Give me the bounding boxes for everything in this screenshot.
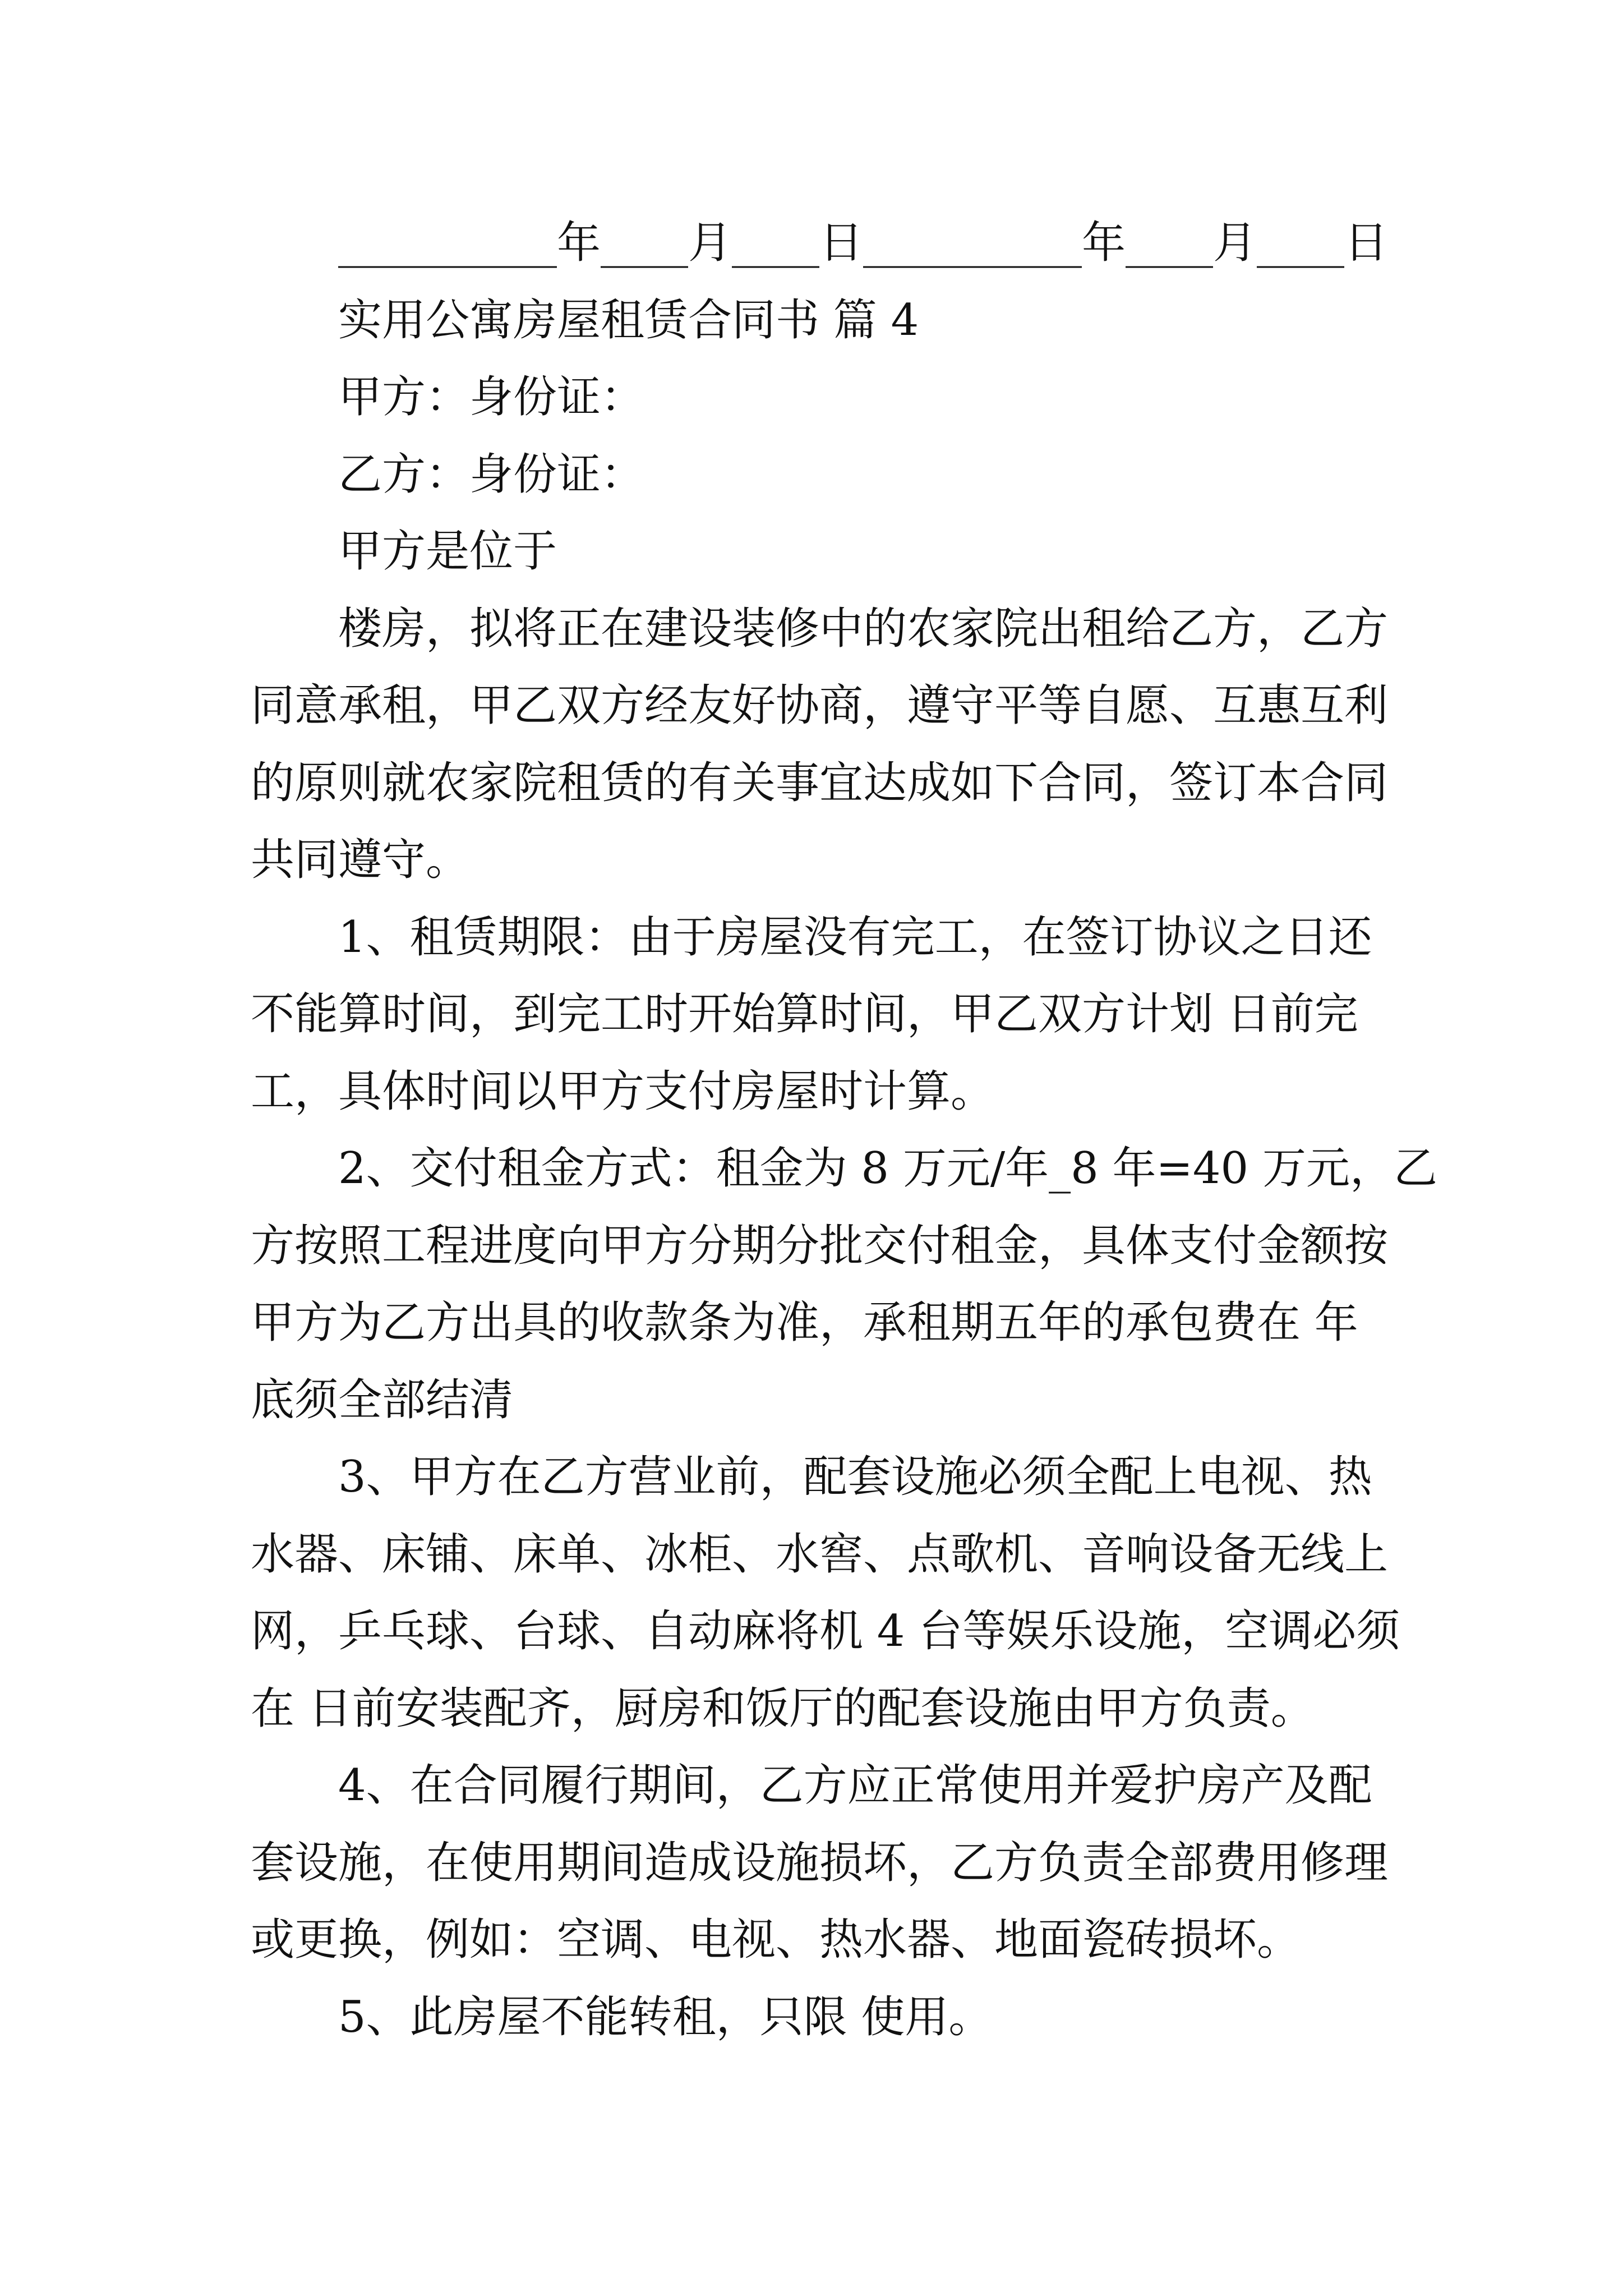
- clause-line: 1、租赁期限：由于房屋没有完工，在签订协议之日还: [338, 912, 1372, 963]
- contract-title: 实用公寓房屋租赁合同书 篇 4: [338, 295, 919, 346]
- clause-2-rent-payment: [251, 1130, 1484, 1439]
- clause-3-facilities: [251, 1439, 1484, 1747]
- document-page: [251, 205, 1484, 2056]
- clause-line: 网，乒乓球、台球、自动麻将机 4 台等娱乐设施，空调必须: [251, 1606, 1400, 1657]
- clause-4-maintenance: [251, 1747, 1484, 1979]
- preamble-line: 楼房，拟将正在建设装修中的农家院出租给乙方，乙方: [338, 603, 1389, 654]
- clause-line: 不能算时间，到完工时开始算时间，甲乙双方计划 日前完: [251, 989, 1358, 1039]
- preamble-paragraph: [251, 591, 1484, 899]
- clause-line: 工，具体时间以甲方支付房屋时计算。: [251, 1066, 995, 1117]
- clause-5-no-sublease: [251, 1979, 1484, 2056]
- clause-line: 甲方为乙方出具的收款条为准，承租期五年的承包费在 年: [251, 1297, 1358, 1348]
- preamble-line: 共同遵守。: [251, 835, 470, 885]
- clause-line: 或更换，例如：空调、电视、热水器、地面瓷砖损坏。: [251, 1915, 1301, 1965]
- clause-line: 底须全部结清: [251, 1374, 514, 1425]
- preamble-line: 同意承租，甲乙双方经友好协商，遵守平等自愿、互惠互利: [251, 680, 1389, 731]
- clause-line: 方按照工程进度向甲方分期分批交付租金，具体支付金额按: [251, 1220, 1389, 1271]
- clause-1-lease-term: [251, 899, 1484, 1131]
- clause-line: 水器、床铺、床单、冰柜、水窖、点歌机、音响设备无线上: [251, 1529, 1389, 1580]
- clause-line: 在 日前安装配齐，厨房和饭厅的配套设施由甲方负责。: [251, 1683, 1315, 1734]
- clause-line: 套设施，在使用期间造成设施损坏，乙方负责全部费用修理: [251, 1837, 1389, 1888]
- premises-intro: 甲方是位于: [338, 526, 557, 577]
- preamble-line: 的原则就农家院租赁的有关事宜达成如下合同，签订本合同: [251, 757, 1389, 808]
- clause-line: 2、交付租金方式：租金为 8 万元/年_8 年=40 万元，乙: [338, 1143, 1437, 1194]
- clause-line: 5、此房屋不能转租，只限 使用。: [338, 1991, 993, 2042]
- signature-date-line: __________年____月____日__________年____月____日: [338, 218, 1389, 268]
- clause-line: 3、甲方在乙方营业前，配套设施必须全配上电视、热: [338, 1452, 1372, 1502]
- clause-line: 4、在合同履行期间，乙方应正常使用并爱护房产及配: [338, 1760, 1372, 1811]
- party-b-line: 乙方：身份证：: [338, 449, 645, 500]
- party-a-line: 甲方：身份证：: [338, 372, 645, 422]
